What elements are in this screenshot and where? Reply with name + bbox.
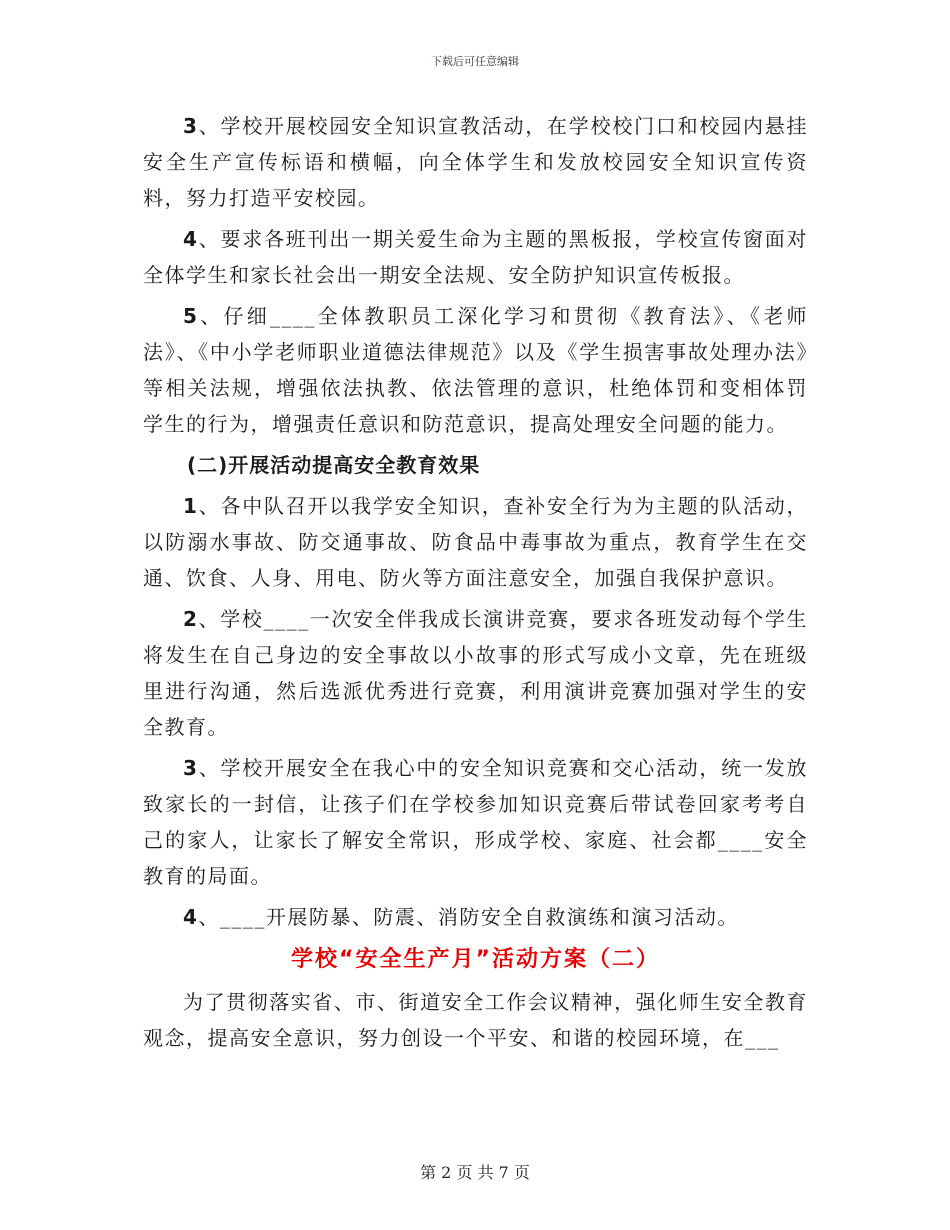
- paragraph-text: 、要求各班刊出一期关爱生命为主题的黑板报，学校宣传窗面对全体学生和家长社会出一期安全法规、安全防护知识宣传板报。: [143, 227, 808, 287]
- paragraph-b-2: [143, 601, 808, 745]
- item-number: 4: [183, 905, 199, 929]
- item-number: 1: [183, 494, 199, 518]
- paragraph-text: 、学校____一次安全伴我成长演讲竞赛，要求各班发动每个学生将发生在自己身边的安全事故以小故事的形式写成小文章，先在班级里进行沟通，然后选派优秀进行竞赛，利用演讲竞赛加强对学生的安全教育。: [143, 607, 808, 739]
- page-number-footer: 第 2 页 共 7 页: [420, 1163, 530, 1182]
- item-number: 4: [183, 227, 199, 251]
- paragraph-a-3: [143, 108, 808, 216]
- paragraph-b-1: [143, 488, 808, 596]
- paragraph-text: 、学校开展校园安全知识宣教活动，在学校校门口和校园内悬挂安全生产宣传标语和横幅，向全体学生和发放校园安全知识宣传资料，努力打造平安校园。: [143, 114, 808, 210]
- paragraph-a-4: [143, 221, 808, 293]
- page-header: 下载后可任意编辑: [431, 55, 519, 68]
- paragraph-text: 、学校开展安全在我心中的安全知识竞赛和交心活动，统一发放致家长的一封信，让孩子们在学校参加知识竞赛后带试卷回家考考自己的家人，让家长了解安全常识，形成学校、家庭、社会都____安全教育的局面。: [143, 756, 808, 888]
- paragraph-text: 、各中队召开以我学安全知识，查补安全行为为主题的队活动，以防溺水事故、防交通事故、防食品中毒事故为重点，教育学生在交通、饮食、人身、用电、防火等方面注意安全，加强自我保护意识。: [143, 494, 808, 590]
- intro-paragraph: 为了贯彻落实省、市、街道安全工作会议精神，强化师生安全教育观念，提高安全意识，努力创设一个平安、和谐的校园环境，在___: [143, 990, 808, 1050]
- paragraph-text: 、____开展防暴、防震、消防安全自救演练和演习活动。: [198, 905, 739, 929]
- paragraph-text: 、仔细____全体教职员工深化学习和贯彻《教育法》、《老师法》、《中小学老师职业道德法律规范》以及《学生损害事故处理办法》等相关法规，增强依法执教、依法管理的意识，杜绝体罚和变相体罚学生的行为，增强责任意识和防范意识，提高处理安全问题的能力。: [143, 304, 808, 436]
- item-number: 2: [183, 607, 199, 631]
- document-body: [143, 108, 808, 1061]
- paragraph-b-3: [143, 750, 808, 894]
- paragraph-b-4: [143, 899, 808, 935]
- item-number: 3: [183, 756, 199, 780]
- section-heading: (二)开展活动提高安全教育效果: [187, 453, 481, 477]
- item-number: 5: [183, 304, 199, 328]
- paragraph-a-5: [143, 298, 808, 442]
- document-title: 学校“安全生产月”活动方案（二）: [291, 947, 660, 972]
- item-number: 3: [183, 114, 199, 138]
